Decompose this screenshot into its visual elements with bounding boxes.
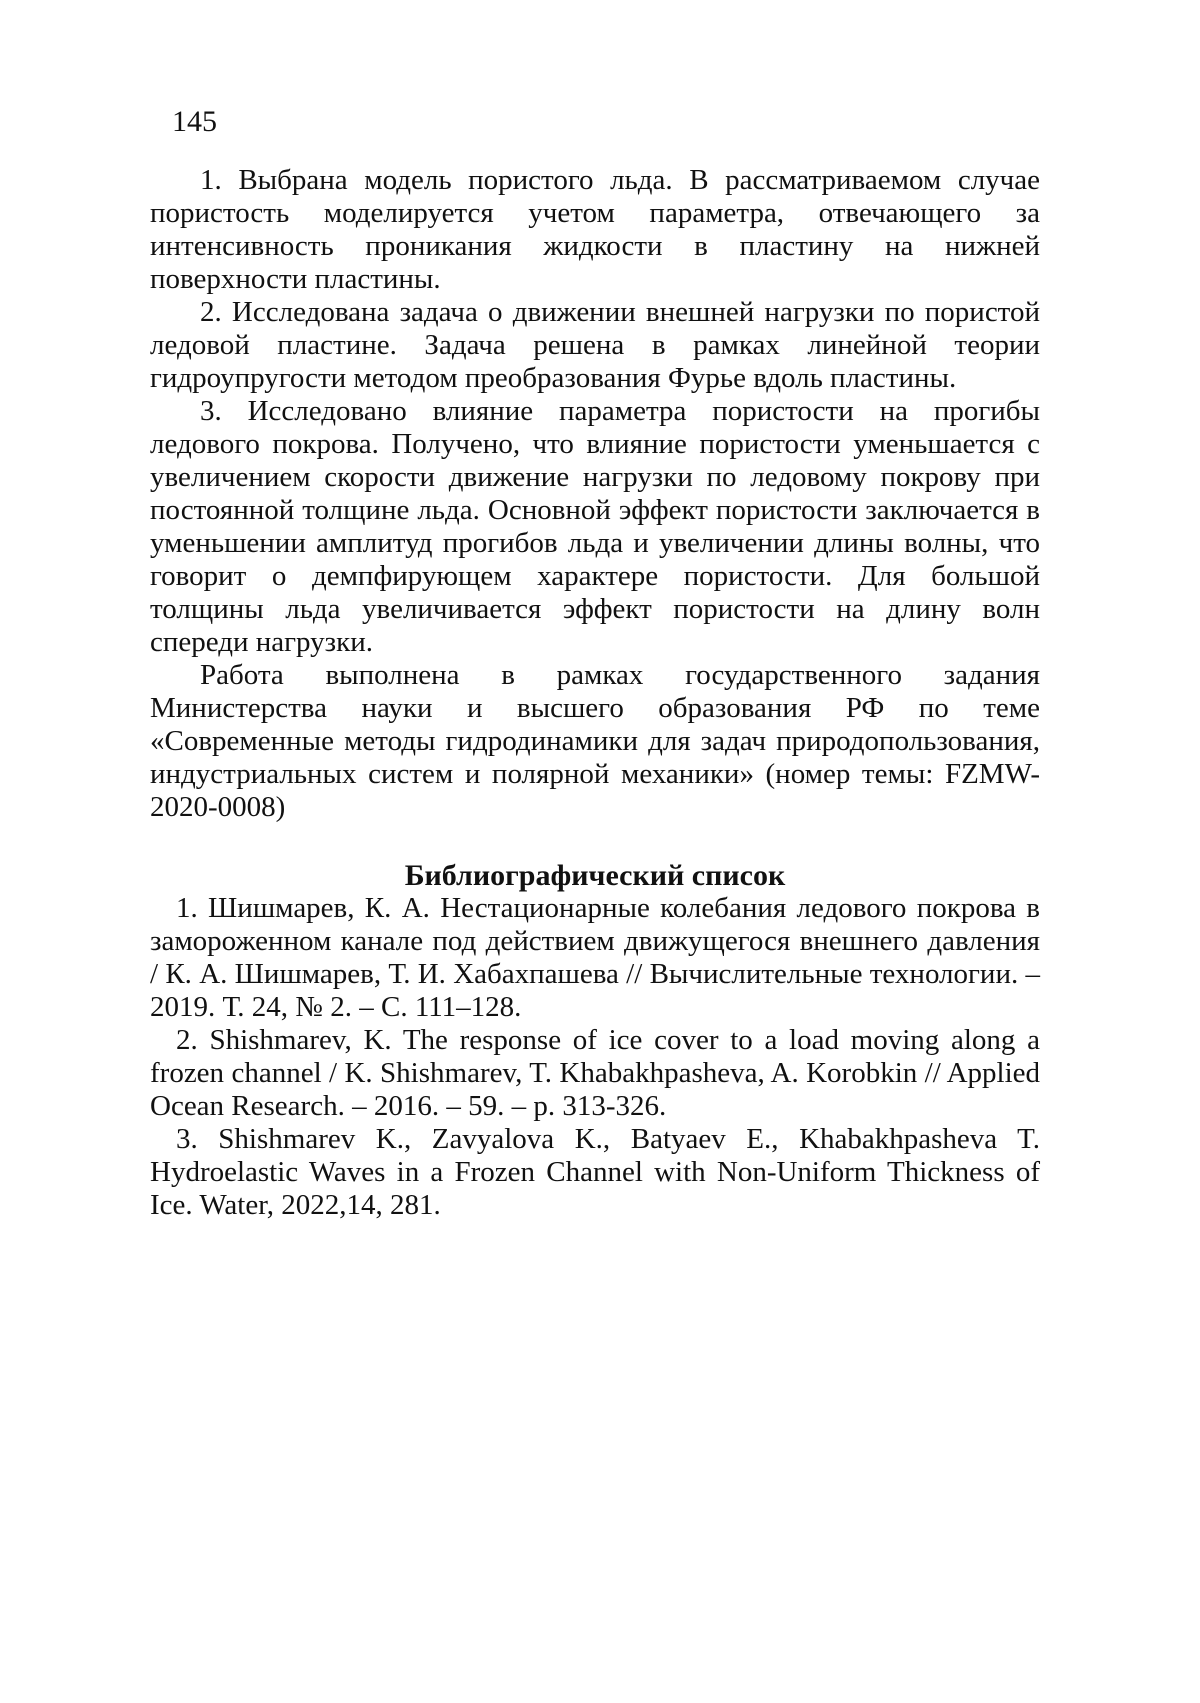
conclusion-paragraph-1: 1. Выбрана модель пористого льда. В рассматриваемом случае пористость моделируется учетом параметра, отвечающего за интенсивность проникания жидкости в пластину на нижней поверхности пластины. xyxy=(150,164,1040,295)
acknowledgement-paragraph: Работа выполнена в рамках государственного задания Министерства науки и высшего образования РФ по теме «Современные методы гидродинамики для задач природопользования, индустриальных систем и полярной механики» (номер темы: FZMW-2020-0008) xyxy=(150,659,1040,823)
page-number: 145 xyxy=(172,105,217,138)
bibliography-entry-2: 2. Shishmarev, K. The response of ice cover to a load moving along a frozen channel / K. Shishmarev, T. Khabakhpasheva, A. Korobkin // Applied Ocean Research. – 2016. – 59. – p. 313-326. xyxy=(150,1024,1040,1122)
conclusion-paragraph-2: 2. Исследована задача о движении внешней нагрузки по пористой ледовой пластине. Задача решена в рамках линейной теории гидроупругости методом преобразования Фурье вдоль пластины. xyxy=(150,296,1040,394)
bibliography-entry-1: 1. Шишмарев, К. А. Нестационарные колебания ледового покрова в замороженном канале под действием движущегося внешнего давления / К. А. Шишмарев, Т. И. Хабахпашева // Вычислительные технологии. – 2019. Т. 24, № 2. – С. 111–128. xyxy=(150,892,1040,1023)
bibliography-heading: Библиографический список xyxy=(404,859,786,892)
conclusion-paragraph-3: 3. Исследовано влияние параметра пористости на прогибы ледового покрова. Получено, что влияние пористости уменьшается с увеличением скорости движение нагрузки по ледовому покрову при постоянной толщине льда. Основной эффект пористости заключается в уменьшении амплитуд прогибов льда и увеличении длины волны, что говорит о демпфирующем характере пористости. Для большой толщины льда увеличивается эффект пористости на длину волн спереди нагрузки. xyxy=(150,395,1040,658)
page-content xyxy=(150,105,1040,1222)
bibliography-entry-3: 3. Shishmarev K., Zavyalova K., Batyaev E., Khabakhpasheva T. Hydroelastic Waves in a Frozen Channel with Non-Uniform Thickness of Ice. Water, 2022,14, 281. xyxy=(150,1123,1040,1221)
